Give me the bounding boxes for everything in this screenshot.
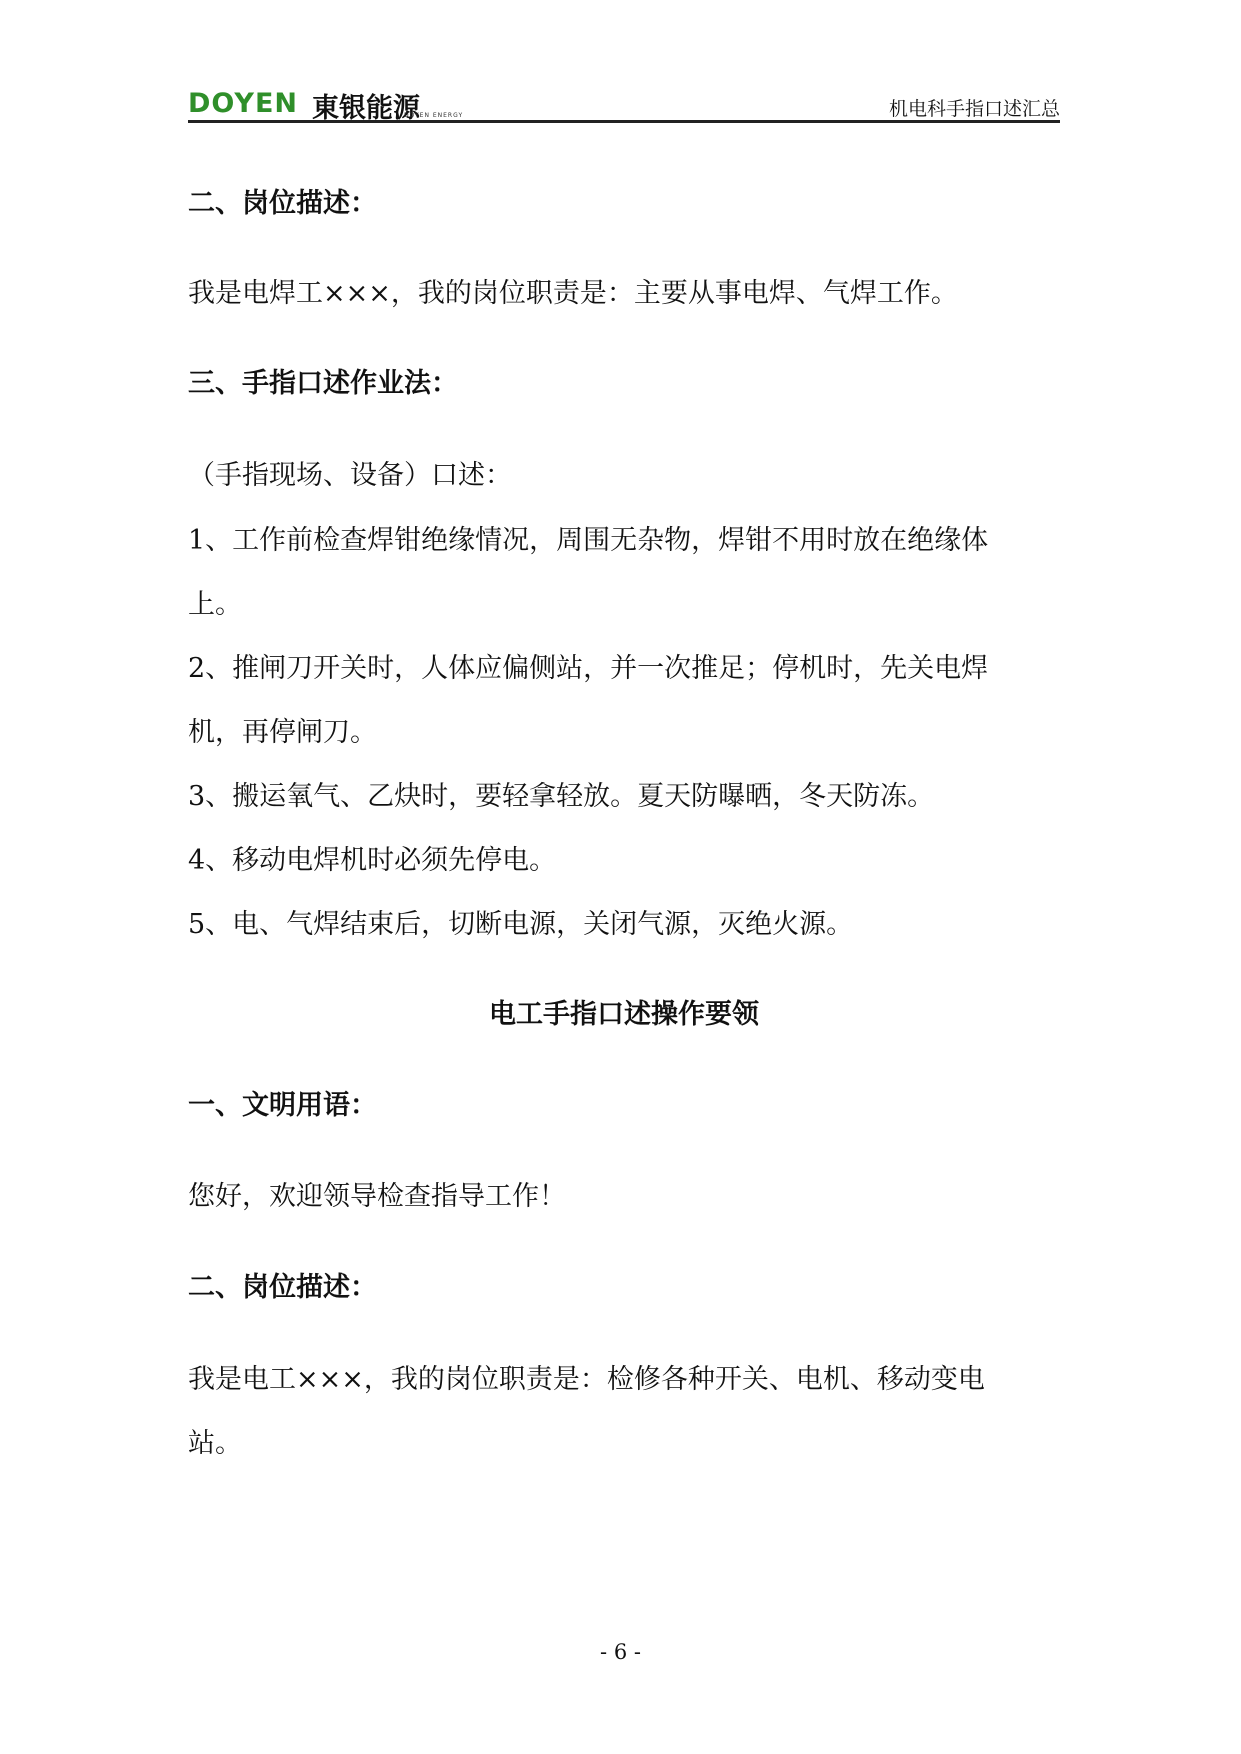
logo-latin-text: DOYEN — [188, 88, 298, 119]
paragraph-instruction: （手指现场、设备）口述： — [188, 460, 512, 491]
paragraph-greeting: 您好，欢迎领导检查指导工作！ — [188, 1181, 566, 1212]
logo-english-text: DOYEN ENERGY — [404, 112, 464, 119]
list-item-3: 3、搬运氧气、乙炔时，要轻拿轻放。夏天防曝晒，冬天防冻。 — [188, 781, 935, 812]
paragraph-electrician-duty: 我是电工×××，我的岗位职责是：检修各种开关、电机、移动变电 — [188, 1364, 985, 1395]
section-title-electrician: 电工手指口述操作要领 — [489, 999, 759, 1030]
page-header — [188, 86, 1060, 123]
header-title: 机电科手指口述汇总 — [888, 98, 1060, 120]
paragraph-electrician-duty-cont: 站。 — [188, 1428, 242, 1459]
paragraph-welder-duty: 我是电焊工×××，我的岗位职责是：主要从事电焊、气焊工作。 — [188, 278, 958, 309]
list-item-2: 2、推闸刀开关时，人体应偏侧站，并一次推足；停机时，先关电焊 — [188, 653, 989, 684]
logo-chinese-text: 東银能源 — [312, 93, 420, 124]
section-heading-job-description-2: 二、岗位描述： — [188, 1272, 377, 1303]
list-item-1: 1、工作前检查焊钳绝缘情况，周围无杂物，焊钳不用时放在绝缘体 — [188, 525, 989, 556]
list-item-4: 4、移动电焊机时必须先停电。 — [188, 845, 557, 876]
page-number: - 6 - — [600, 1640, 641, 1664]
section-heading-job-description: 二、岗位描述： — [188, 188, 377, 219]
section-heading-method: 三、手指口述作业法： — [188, 368, 458, 399]
list-item-5: 5、电、气焊结束后，切断电源，关闭气源，灭绝火源。 — [188, 909, 854, 940]
list-item-1-cont: 上。 — [188, 589, 242, 620]
section-heading-polite-language: 一、文明用语： — [188, 1090, 377, 1121]
list-item-2-cont: 机，再停闸刀。 — [188, 717, 377, 748]
